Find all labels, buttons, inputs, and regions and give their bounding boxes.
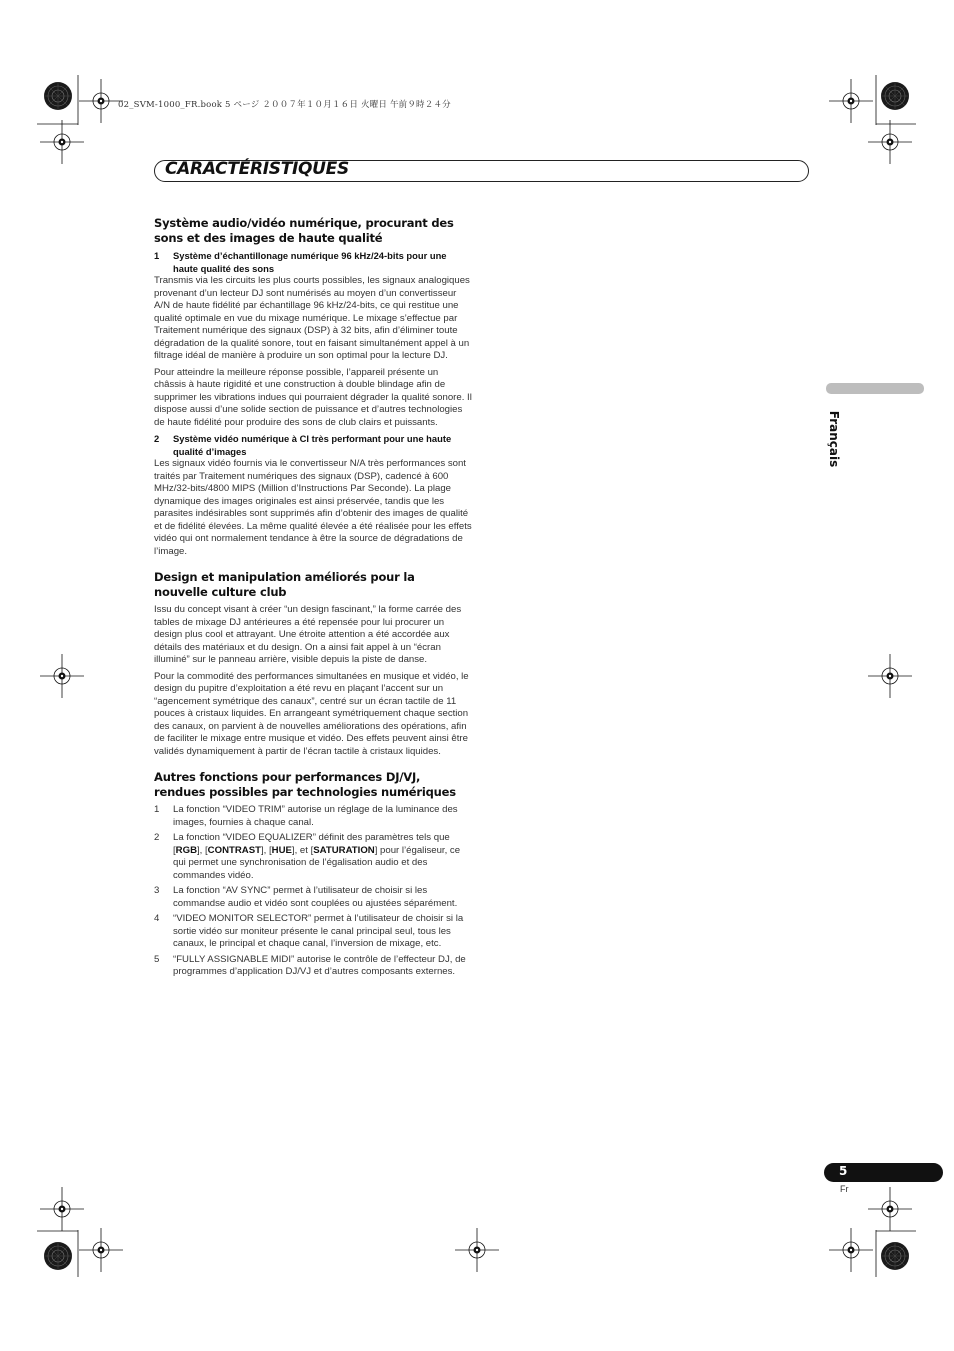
text-run: La fonction “VIDEO EQUALIZER” définit des paramètres tels que [ <box>173 832 450 856</box>
list-item <box>154 954 472 979</box>
list-item <box>154 913 472 951</box>
list-number: 3 <box>154 885 160 896</box>
main-content <box>154 216 472 982</box>
text-run: ] pour l’égaliseur, ce qui permet une synchronisation de l’égalisation audio et des commandes vidéo. <box>173 844 461 881</box>
subheading-number: 2 <box>154 433 160 444</box>
list-number: 4 <box>154 913 160 924</box>
heading-audio-video: Système audio/vidéo numérique, procurant des sons et des images de haute qualité <box>154 216 454 245</box>
list-number: 1 <box>154 804 160 815</box>
page-language: Fr <box>840 1184 849 1194</box>
list-item <box>154 804 472 829</box>
subheading-1 <box>154 250 472 275</box>
language-tab-bar <box>826 383 924 394</box>
param-rgb: RGB <box>175 844 197 856</box>
language-tab-label: Français <box>827 410 841 468</box>
paragraph: Transmis via les circuits les plus courts possibles, les signaux analogiques provenant d’un lecteur DJ sont numérisés au moyen d’un convertisseur A/N de haute fidélité par échantillage 96 kHz/24-bits, ce qui restitue une qualité optimale en vue du mixage numérique. Le mixage s’effectue par Traitement numérique des signaux (DSP) à 32 bits, afin d’éliminer toute dégradation de la qualité sonore, tout en faisant simultanément appel à un filtrage idéal de manière à produire un son optimal pour la lecture DJ. <box>154 275 470 361</box>
param-hue: HUE <box>271 844 292 856</box>
subheading-2 <box>154 433 472 458</box>
list-item <box>154 885 472 910</box>
page-number: 5 <box>839 1164 848 1178</box>
list-text: “FULLY ASSIGNABLE MIDI” autorise le contrôle de l’effecteur DJ, de programmes d’application DJ/VJ et d’autres composants externes. <box>173 953 466 977</box>
subheading-text: Système d’échantillonage numérique 96 kHz/24-bits pour une haute qualité des sons <box>173 250 447 274</box>
param-contrast: CONTRAST <box>207 844 261 856</box>
section-title: CARACTÉRISTIQUES <box>165 159 349 179</box>
list-number: 5 <box>154 953 160 965</box>
section-title-bar <box>154 160 809 182</box>
param-saturation: SATURATION <box>313 844 375 856</box>
paragraph: Pour la commodité des performances simultanées en musique et vidéo, le design du pupitre d’exploitation a été revu en plaçant l’accent sur un “agencement symétrique des canaux”, centré sur un écran tactile de 11 pouces à cristaux liquides. En arrangeant symétriquement chaque section des canaux, on parvient à de nouvelles améliorations des opérations, afin de faciliter le mixage entre musique et vidéo. Des effets peuvent ainsi être validés dynamiquement à partir de l’écran tactile à cristaux liquides. <box>154 670 469 757</box>
paragraph: Pour atteindre la meilleure réponse possible, l’appareil présente un châssis à haute rigidité et une construction à double blindage afin de supprimer les vibrations indues qui pourraient dégrader la qualité sonore. Il dispose aussi d’une solide section de puissance et d’autres technologies de haute fidélité pour produire des sons de club clairs et puissants. <box>154 366 472 428</box>
list-text <box>173 832 472 882</box>
subheading-number: 1 <box>154 250 160 261</box>
text-run: ], et [ <box>291 844 314 856</box>
text-run: ], [ <box>260 844 272 856</box>
text-run: ], [ <box>197 844 208 856</box>
feature-list <box>154 804 472 979</box>
paragraph: Les signaux vidéo fournis via le convertisseur N/A très performances sont traités par Traitement numériques des signaux (DSP), cadencé à 600 MHz/32-bits/4800 MIPS (Million d’Instructions Par Seconde). La plage dynamique des images originales est ainsi préservée, tandis que les parasites indésirables sont supprimés afin d’obtenir des images de qualité et de fidélité élevées. La même qualité élevée a été réalisée pour les effets vidéo qui ont normalement tendance à être la source de dégradations de l’image. <box>154 458 472 557</box>
list-number: 2 <box>154 832 160 843</box>
list-text: La fonction “AV SYNC” permet à l’utilisateur de choisir si les commandse audio et vidéo sont couplées ou ajustées séparément. <box>173 885 458 909</box>
file-header: 02_SVM-1000_FR.book 5 ページ ２００７年１０月１６日 火曜日 午前９時２４分 <box>118 100 451 110</box>
list-text: La fonction “VIDEO TRIM” autorise un réglage de la luminance des images, fournies à chaque canal. <box>173 804 458 828</box>
list-text: “VIDEO MONITOR SELECTOR” permet à l’utilisateur de choisir si la sortie vidéo sur moniteur présente le canal principal seul, tous les canaux, le principal et chaque canal, l’inversion de mixage, etc. <box>173 913 464 949</box>
heading-design: Design et manipulation améliorés pour la nouvelle culture club <box>154 570 415 599</box>
list-item <box>154 832 472 882</box>
subheading-text: Système vidéo numérique à CI très performant pour une haute qualité d’images <box>173 433 452 457</box>
heading-other-functions: Autres fonctions pour performances DJ/VJ, rendues possibles par technologies numériques <box>154 770 456 799</box>
paragraph: Issu du concept visant à créer “un design fascinant,” la forme carrée des tables de mixage DJ antérieures a été repensée pour lui procurer un design plus cool et attrayant. Une étroite attention a été accordée aux détails des matériaux et du design. On a ainsi fait appel à un “écran illuminé” sur le panneau arrière, visible depuis la piste de danse. <box>154 604 462 665</box>
page-number-badge <box>824 1163 943 1182</box>
